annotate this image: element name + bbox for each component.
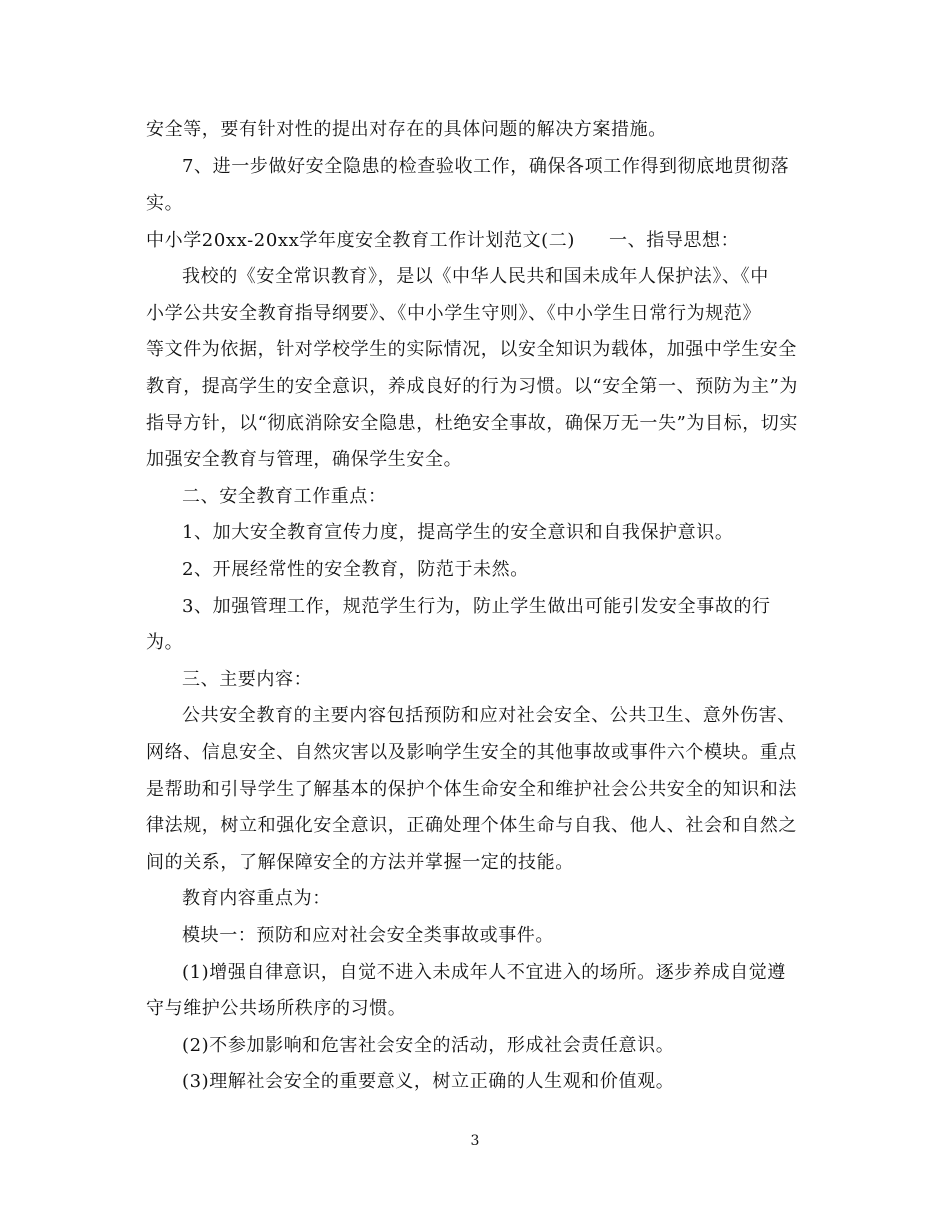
document-title: 中小学20xx-20xx学年度安全教育工作计划范文(二) <box>146 230 576 251</box>
text-line: (2)不参加影响和危害社会安全的活动，形成社会责任意识。 <box>182 1035 675 1056</box>
text-line: 公共安全教育的主要内容包括预防和应对社会安全、公共卫生、意外伤害、 <box>182 705 796 726</box>
text-line: (1)增强自律意识，自觉不进入未成年人不宜进入的场所。逐步养成自觉遵 <box>182 962 786 983</box>
text-line: 教育，提高学生的安全意识，养成良好的行为习惯。以“安全第一、预防为主”为 <box>146 376 799 397</box>
text-line: 加强安全教育与管理，确保学生安全。 <box>146 449 463 470</box>
text-line: 为。 <box>146 632 184 653</box>
text-line: 指导方针，以“彻底消除安全隐患，杜绝安全事故，确保万无一失”为目标，切实 <box>146 413 799 434</box>
title-row <box>146 229 739 253</box>
text-line: 2、开展经常性的安全教育，防范于未然。 <box>182 559 529 580</box>
text-line: 教育内容重点为： <box>182 888 331 909</box>
text-line: 实。 <box>146 193 184 214</box>
section-heading: 二、安全教育工作重点： <box>182 486 387 507</box>
text-line: 等文件为依据，针对学校学生的实际情况，以安全知识为载体，加强中学生安全 <box>146 339 797 360</box>
page-number: 3 <box>470 1133 480 1149</box>
text-line: 3、加强管理工作，规范学生行为，防止学生做出可能引发安全事故的行 <box>182 596 771 617</box>
text-line: 律法规，树立和强化安全意识，正确处理个体生命与自我、他人、社会和自然之 <box>146 815 797 836</box>
text-line: 1、加大安全教育宣传力度，提高学生的安全意识和自我保护意识。 <box>182 522 734 543</box>
section-heading: 一、指导思想： <box>609 230 740 251</box>
text-line: 安全等，要有针对性的提出对存在的具体问题的解决方案措施。 <box>146 119 667 140</box>
section-heading: 三、主要内容： <box>182 669 313 690</box>
text-line: 7、进一步做好安全隐患的检查验收工作，确保各项工作得到彻底地贯彻落 <box>182 156 790 177</box>
text-line: 我校的《安全常识教育》，是以《中华人民共和国未成年人保护法》、《中 <box>182 266 769 287</box>
text-line: 守与维护公共场所秩序的习惯。 <box>146 998 407 1019</box>
text-line: 网络、信息安全、自然灾害以及影响学生安全的其他事故或事件六个模块。重点 <box>146 742 797 763</box>
text-line: 小学公共安全教育指导纲要》、《中小学生守则》、《中小学生日常行为规范》 <box>146 303 761 324</box>
text-line: 是帮助和引导学生了解基本的保护个体生命安全和维护社会公共安全的知识和法 <box>146 779 797 800</box>
text-line: 间的关系，了解保障安全的方法并掌握一定的技能。 <box>146 852 574 873</box>
text-line: 模块一：预防和应对社会安全类事故或事件。 <box>182 925 554 946</box>
text-line: (3)理解社会安全的重要意义，树立正确的人生观和价值观。 <box>182 1071 675 1092</box>
